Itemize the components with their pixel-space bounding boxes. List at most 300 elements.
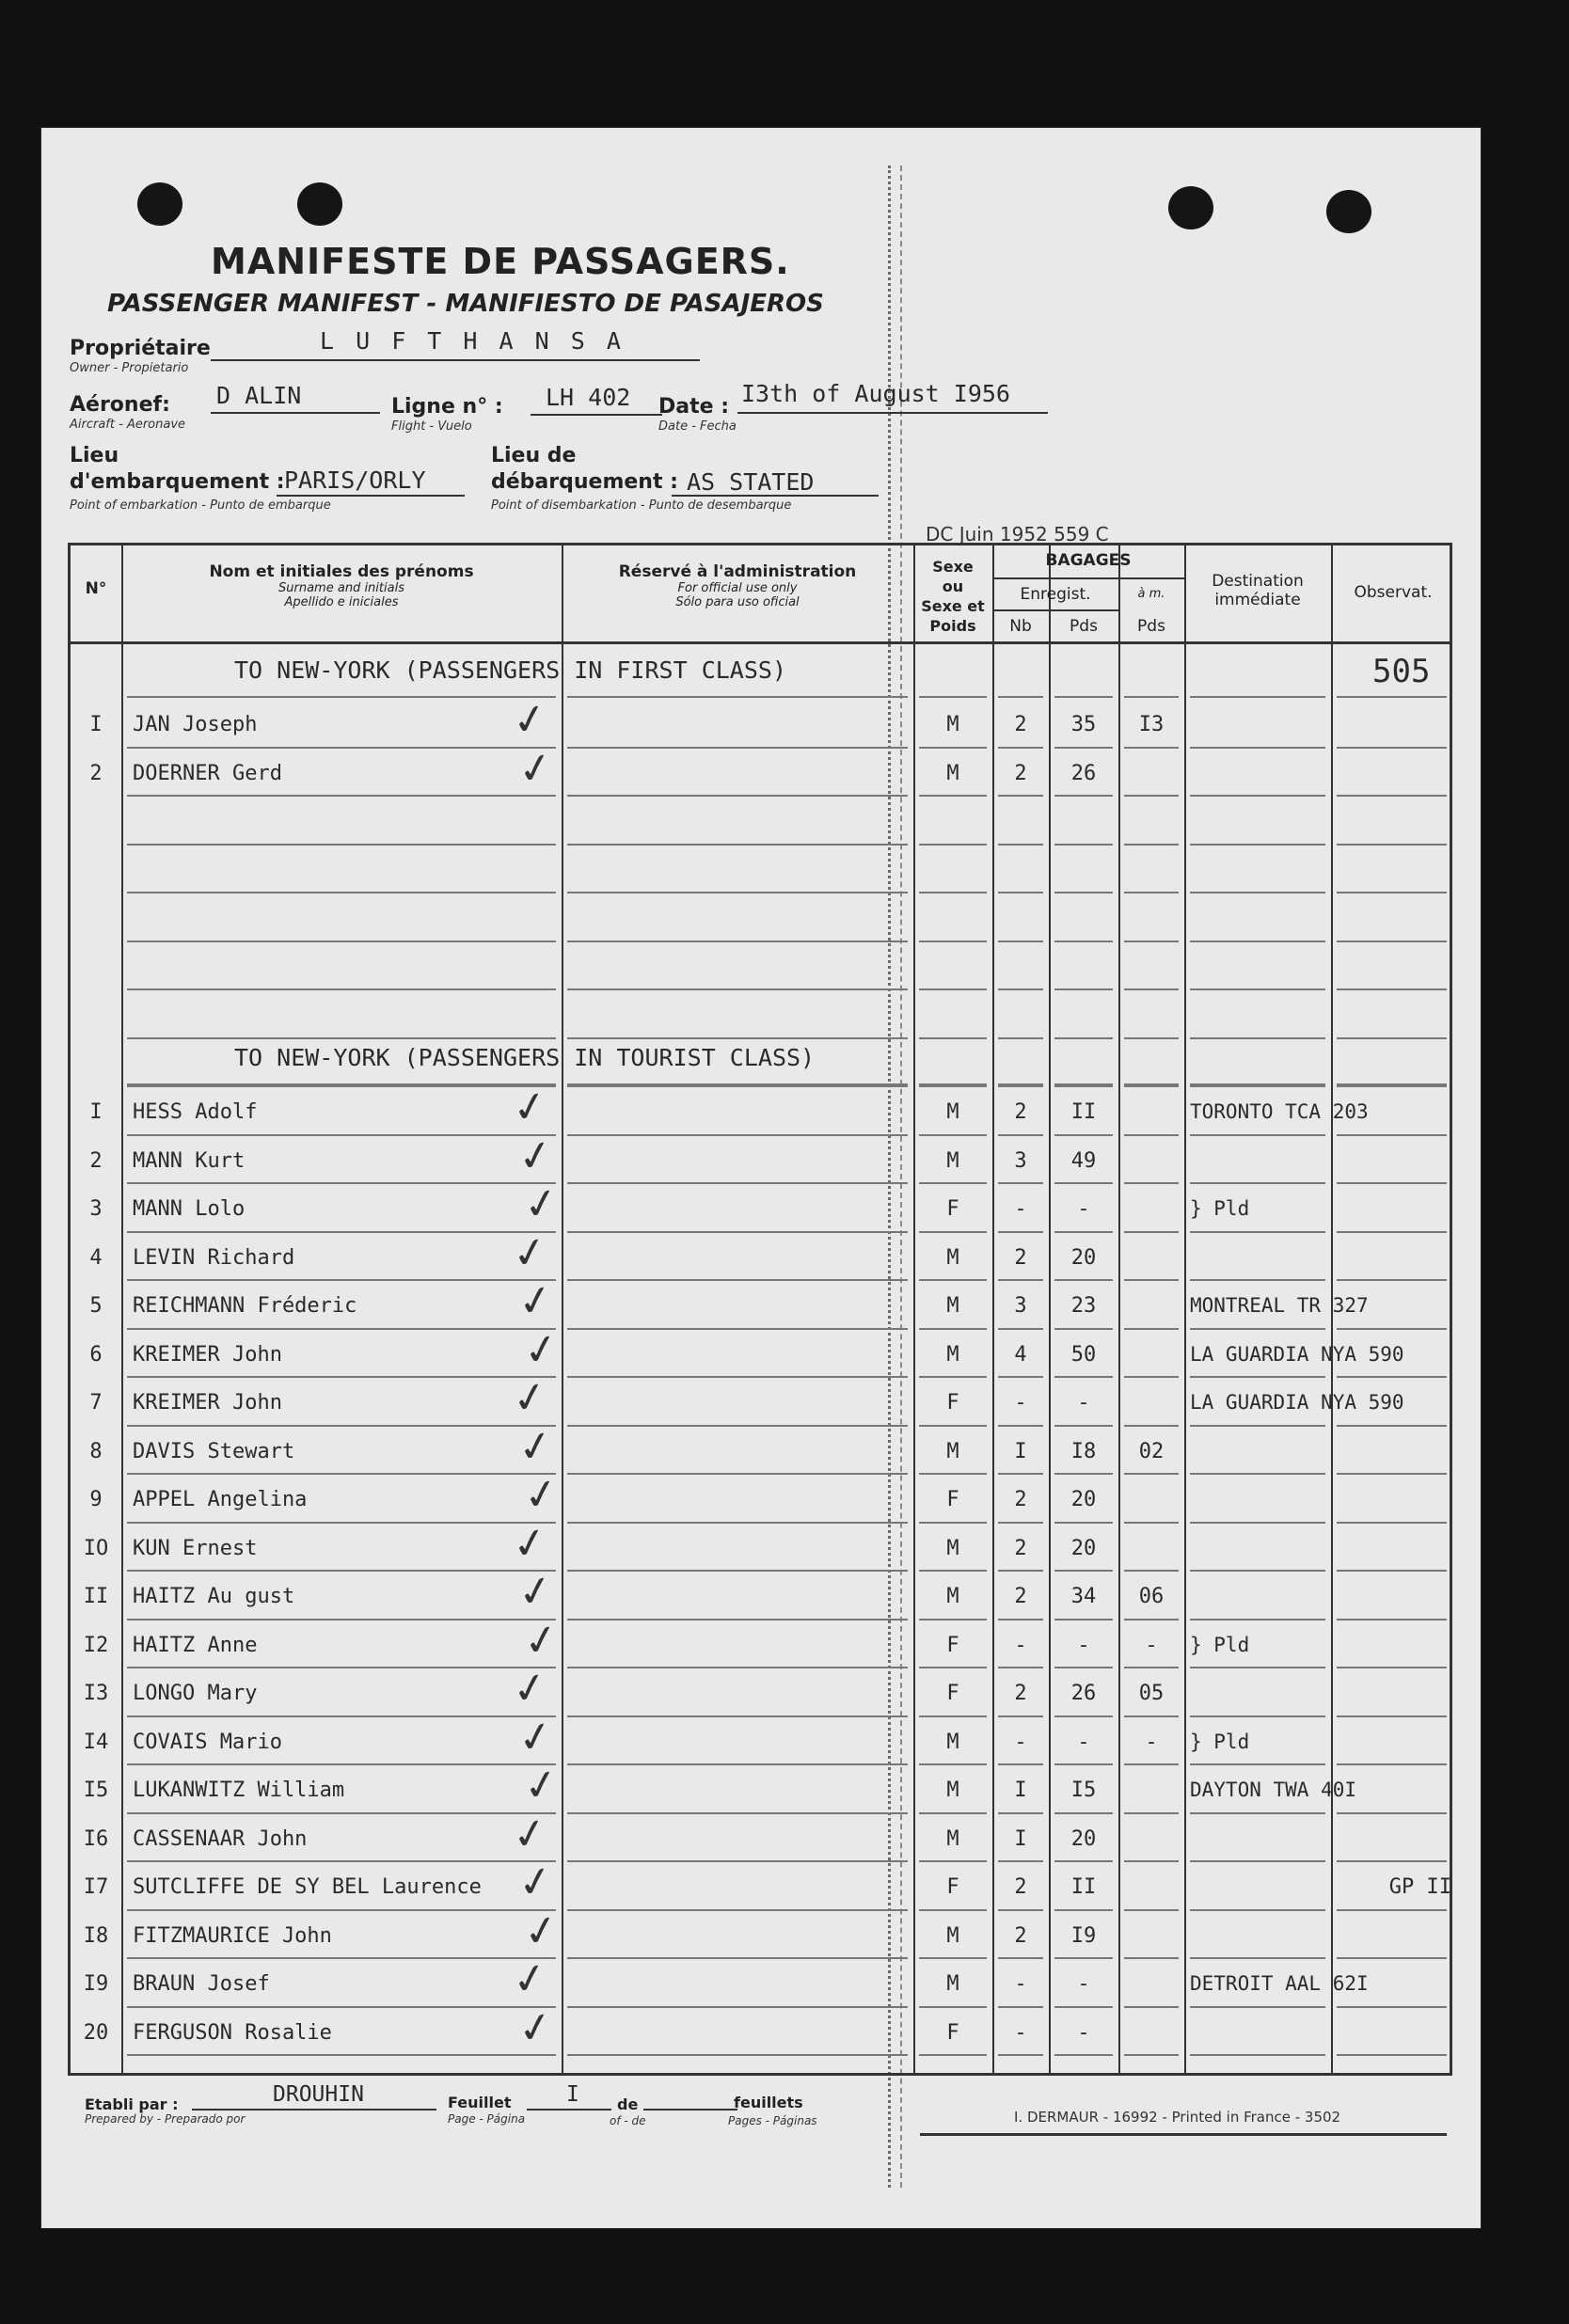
passenger-sex: M [946, 1779, 959, 1802]
row-rule [127, 844, 556, 846]
col-divider [1184, 545, 1186, 2073]
sheet-underline [527, 2109, 611, 2111]
baggage-weight: I8 [1070, 1439, 1097, 1463]
passenger-sex: M [946, 713, 959, 736]
row-rule [567, 696, 908, 698]
passenger-name: REICHMANN Fréderic [133, 1294, 357, 1318]
row-rule [998, 1763, 1043, 1765]
date-value: I3th of August I956 [741, 380, 1010, 407]
aircraft-label: Aéronef: [70, 393, 170, 417]
row-rule [1337, 1279, 1447, 1281]
row-rule [919, 1328, 987, 1330]
baggage-count: - [1014, 1391, 1027, 1415]
passenger-name: LEVIN Richard [133, 1245, 295, 1270]
admin-check-mark: ✓ [508, 1807, 552, 1861]
row-number: I2 [83, 1633, 109, 1657]
row-rule [1054, 1812, 1113, 1814]
row-rule [998, 696, 1043, 698]
passenger-sex: M [946, 1923, 959, 1948]
row-rule [919, 1715, 987, 1717]
row-rule [919, 1812, 987, 1814]
row-rule [1054, 1619, 1113, 1620]
row-rule [919, 1425, 987, 1427]
admin-check-mark: ✓ [519, 1322, 563, 1377]
row-rule [1054, 1763, 1113, 1765]
row-rule [998, 1425, 1043, 1427]
row-rule [567, 2006, 908, 2008]
row-rule [1054, 696, 1113, 698]
row-rule [1190, 1134, 1325, 1136]
row-rule [1054, 988, 1113, 990]
row-rule [998, 2006, 1043, 2008]
row-rule [1337, 1957, 1447, 1959]
baggage-count: - [1014, 1197, 1027, 1221]
row-rule [919, 844, 987, 846]
manifest-subtitle: PASSENGER MANIFEST - MANIFIESTO DE PASAJEROS [107, 290, 824, 318]
row-rule [567, 1522, 908, 1524]
baggage-count: 4 [1014, 1342, 1027, 1367]
immediate-destination: LA GUARDIA NYA 590 [1190, 1391, 1404, 1414]
punch-hole [1168, 186, 1213, 229]
col-no-header: N° [85, 579, 107, 598]
row-rule [998, 941, 1043, 942]
row-number: 7 [89, 1391, 103, 1415]
row-rule [998, 1909, 1043, 1911]
row-rule [1337, 844, 1447, 846]
col-name-header: Nom et initiales des prénoms [209, 562, 474, 581]
row-rule [919, 1619, 987, 1620]
row-rule [1124, 2006, 1179, 2008]
row-number: 6 [89, 1342, 103, 1367]
row-rule [1337, 1812, 1447, 1814]
row-rule [1190, 1909, 1325, 1911]
row-rule [127, 747, 556, 749]
sheet-label: Feuillet [448, 2094, 512, 2111]
row-rule [1337, 892, 1447, 893]
row-rule [567, 1860, 908, 1862]
row-rule [1190, 1328, 1325, 1330]
row-rule [1124, 1909, 1179, 1911]
row-rule [1054, 1957, 1113, 1959]
row-rule [1337, 747, 1447, 749]
row-rule [127, 1619, 556, 1620]
hand-baggage-weight: 02 [1138, 1439, 1165, 1463]
row-rule [1190, 1715, 1325, 1717]
row-rule [1337, 1376, 1447, 1378]
row-rule [1124, 988, 1179, 990]
prepared-sublabel: Prepared by - Preparado por [85, 2112, 246, 2126]
row-rule [1124, 1715, 1179, 1717]
stamp-number: 505 [1372, 653, 1431, 690]
row-rule [1124, 1231, 1179, 1233]
row-rule [127, 1279, 556, 1281]
sheet-sublabel: Page - Página [448, 2112, 526, 2126]
passenger-sex: M [946, 1148, 959, 1173]
row-rule [1190, 1860, 1325, 1862]
row-rule [998, 1812, 1043, 1814]
row-rule [1190, 2054, 1325, 2056]
row-rule [1054, 1425, 1113, 1427]
row-rule [919, 1957, 987, 1959]
row-rule [567, 1328, 908, 1330]
passenger-sex: M [946, 1100, 959, 1124]
row-rule [127, 2006, 556, 2008]
passenger-sex: M [946, 1439, 959, 1463]
immediate-destination: } Pld [1190, 1633, 1250, 1656]
row-rule [1124, 1763, 1179, 1765]
row-rule [1054, 1570, 1113, 1572]
row-rule [1124, 1182, 1179, 1184]
immediate-destination: } Pld [1190, 1730, 1250, 1753]
of-underline [643, 2109, 737, 2111]
row-rule [998, 844, 1043, 846]
baggage-count: 2 [1014, 761, 1027, 785]
row-rule [567, 1376, 908, 1378]
row-rule [919, 1085, 987, 1087]
col-name-sub1: Surname and initials [278, 581, 404, 595]
passenger-name: MANN Lolo [133, 1197, 246, 1221]
prepared-underline [192, 2109, 436, 2111]
baggage-weight: I5 [1070, 1779, 1097, 1802]
row-rule [1124, 1473, 1179, 1475]
row-rule [1124, 1037, 1179, 1039]
row-rule [1124, 1570, 1179, 1572]
row-rule [998, 1860, 1043, 1862]
row-rule [1337, 1860, 1447, 1862]
row-rule [919, 1473, 987, 1475]
row-rule [1190, 941, 1325, 942]
admin-check-mark: ✓ [514, 1274, 558, 1328]
passenger-sex: M [946, 1585, 959, 1608]
aircraft-value: D ALIN [216, 382, 302, 409]
aircraft-underline [211, 412, 380, 414]
passenger-name: KUN Ernest [133, 1536, 258, 1560]
row-rule [1054, 795, 1113, 797]
row-number: 2 [89, 761, 103, 785]
passenger-sex: F [946, 1633, 959, 1657]
passenger-name: HAITZ Au gust [133, 1585, 295, 1608]
admin-check-mark: ✓ [514, 1129, 558, 1183]
footer-rule [920, 2133, 1447, 2136]
col-admin-sub2: Sólo para uso oficial [675, 595, 800, 609]
sheet-value: I [566, 2082, 579, 2107]
row-number: II [83, 1585, 109, 1608]
col-dest-header-2: immédiate [1214, 591, 1301, 609]
passenger-table [68, 543, 1452, 2076]
hand-baggage-weight: I3 [1138, 713, 1165, 736]
hand-baggage-weight: 06 [1138, 1585, 1165, 1608]
manifest-title: MANIFESTE DE PASSAGERS. [211, 241, 790, 282]
row-rule [1054, 1279, 1113, 1281]
row-number: IO [83, 1536, 109, 1560]
baggage-weight: 34 [1070, 1585, 1097, 1608]
row-rule [567, 1425, 908, 1427]
row-rule [1124, 1619, 1179, 1620]
row-rule [1337, 1522, 1447, 1524]
col-pds-header: Pds [1070, 617, 1098, 636]
row-rule [919, 1182, 987, 1184]
date-label: Date : [658, 395, 730, 419]
col-pds2-header: Pds [1137, 617, 1165, 636]
baggage-count: 2 [1014, 713, 1027, 736]
row-number: 20 [83, 2020, 109, 2045]
admin-check-mark: ✓ [519, 1904, 563, 1958]
row-rule [1337, 1473, 1447, 1475]
row-rule [567, 1619, 908, 1620]
row-rule [1054, 1328, 1113, 1330]
row-rule [127, 892, 556, 893]
admin-check-mark: ✓ [508, 1516, 552, 1571]
row-rule [1337, 1619, 1447, 1620]
baggage-count: 2 [1014, 1488, 1027, 1511]
row-rule [567, 1134, 908, 1136]
baggage-count: - [1014, 1730, 1027, 1754]
row-rule [1054, 2054, 1113, 2056]
row-rule [127, 1231, 556, 1233]
row-number: I [89, 713, 103, 736]
row-rule [1337, 941, 1447, 942]
row-rule [1190, 892, 1325, 893]
row-number: I [89, 1100, 103, 1124]
row-rule [127, 1037, 556, 1039]
row-rule [567, 1279, 908, 1281]
passenger-sex: M [946, 1294, 959, 1318]
of-label: de [617, 2095, 639, 2113]
row-rule [1190, 1763, 1325, 1765]
col-divider [1118, 545, 1120, 2073]
row-rule [567, 892, 908, 893]
row-rule [998, 1619, 1043, 1620]
col-sex-2: ou [942, 577, 964, 595]
row-rule [1337, 795, 1447, 797]
owner-label: Propriétaire [70, 337, 211, 360]
passenger-sex: F [946, 1682, 959, 1705]
row-rule [1124, 2054, 1179, 2056]
row-rule [1190, 696, 1325, 698]
baggage-weight: 26 [1070, 761, 1097, 785]
row-rule [567, 1085, 908, 1087]
row-rule [1337, 1134, 1447, 1136]
baggage-weight: II [1070, 1100, 1097, 1124]
passenger-name: SUTCLIFFE DE SY BEL Laurence [133, 1875, 482, 1899]
passenger-name: HESS Adolf [133, 1100, 258, 1124]
flight-sublabel: Flight - Vuelo [391, 419, 472, 434]
row-rule [998, 795, 1043, 797]
row-rule [567, 1715, 908, 1717]
row-rule [1190, 1425, 1325, 1427]
row-rule [567, 1231, 908, 1233]
immediate-destination: MONTREAL TR 327 [1190, 1294, 1369, 1317]
row-rule [1054, 747, 1113, 749]
disembark-value: AS STATED [687, 468, 815, 496]
col-divider [562, 545, 563, 2073]
baggage-weight: 35 [1070, 713, 1097, 736]
row-rule [567, 1037, 908, 1039]
row-rule [567, 747, 908, 749]
row-rule [127, 941, 556, 942]
row-rule [127, 1425, 556, 1427]
col-observ-header: Observat. [1354, 583, 1433, 602]
flight-underline [531, 414, 662, 416]
admin-check-mark: ✓ [508, 1952, 552, 2006]
enregist-divider [992, 609, 1118, 611]
disembark-label-1: Lieu de [491, 444, 577, 467]
row-rule [1337, 2006, 1447, 2008]
row-rule [919, 1279, 987, 1281]
row-rule [1190, 2006, 1325, 2008]
row-rule [127, 1522, 556, 1524]
row-rule [1054, 1860, 1113, 1862]
baggage-weight: - [1077, 1391, 1090, 1415]
row-rule [1190, 795, 1325, 797]
bagages-divider [992, 577, 1184, 579]
flight-label: Ligne n° : [391, 395, 503, 419]
row-rule [919, 1231, 987, 1233]
row-rule [1054, 1037, 1113, 1039]
row-rule [1124, 1667, 1179, 1668]
passenger-name: DAVIS Stewart [133, 1439, 295, 1463]
passenger-name: LONGO Mary [133, 1682, 258, 1705]
row-rule [127, 1134, 556, 1136]
punch-hole [297, 182, 342, 226]
row-rule [127, 1812, 556, 1814]
row-number: I8 [83, 1923, 109, 1948]
passenger-name: HAITZ Anne [133, 1633, 258, 1657]
row-rule [1190, 844, 1325, 846]
row-rule [919, 1763, 987, 1765]
row-rule [1337, 1715, 1447, 1717]
header-divider [71, 641, 1450, 644]
row-rule [919, 1037, 987, 1039]
immediate-destination: TORONTO TCA 203 [1190, 1100, 1369, 1123]
row-rule [998, 892, 1043, 893]
row-rule [1190, 1473, 1325, 1475]
row-rule [567, 1473, 908, 1475]
row-rule [567, 1182, 908, 1184]
admin-check-mark: ✓ [514, 1710, 558, 1764]
passenger-name: MANN Kurt [133, 1148, 246, 1173]
baggage-count: I [1014, 1779, 1027, 1802]
of-sublabel: of - de [610, 2114, 646, 2127]
row-rule [567, 1667, 908, 1668]
sheets-label: feuillets [734, 2094, 803, 2111]
embark-sublabel: Point of embarkation - Punto de embarque [70, 498, 331, 513]
row-rule [1124, 1860, 1179, 1862]
row-rule [1124, 747, 1179, 749]
row-rule [1337, 696, 1447, 698]
row-number: I4 [83, 1730, 109, 1754]
row-rule [919, 1570, 987, 1572]
baggage-weight: 20 [1070, 1488, 1097, 1511]
row-rule [567, 2054, 908, 2056]
passenger-sex: M [946, 1826, 959, 1851]
row-number: I9 [83, 1972, 109, 1996]
row-rule [1124, 1376, 1179, 1378]
row-rule [1190, 1619, 1325, 1620]
prepared-value: DROUHIN [273, 2082, 364, 2107]
form-reference: DC Juin 1952 559 C [926, 523, 1109, 545]
row-rule [127, 1909, 556, 1911]
row-number: I5 [83, 1779, 109, 1802]
row-rule [1054, 1667, 1113, 1668]
row-rule [1337, 1425, 1447, 1427]
observation: GP II [1388, 1875, 1451, 1899]
row-rule [567, 941, 908, 942]
embark-underline [277, 495, 465, 497]
row-rule [127, 1715, 556, 1717]
baggage-weight: 26 [1070, 1682, 1097, 1705]
passenger-name: FERGUSON Rosalie [133, 2020, 332, 2045]
row-rule [127, 2054, 556, 2056]
baggage-count: 2 [1014, 1923, 1027, 1948]
row-rule [1190, 1182, 1325, 1184]
baggage-weight: 20 [1070, 1536, 1097, 1560]
row-rule [1054, 941, 1113, 942]
row-rule [567, 1909, 908, 1911]
row-rule [1054, 1473, 1113, 1475]
col-nb-header: Nb [1009, 617, 1032, 636]
row-rule [1337, 1231, 1447, 1233]
passenger-sex: M [946, 761, 959, 785]
row-rule [127, 1328, 556, 1330]
row-rule [919, 1667, 987, 1668]
immediate-destination: DAYTON TWA 40I [1190, 1779, 1357, 1801]
admin-check-mark: ✓ [519, 1178, 563, 1231]
row-rule [919, 1522, 987, 1524]
baggage-count: 2 [1014, 1245, 1027, 1270]
row-rule [1054, 1909, 1113, 1911]
row-rule [1124, 1812, 1179, 1814]
row-rule [1190, 1085, 1325, 1087]
baggage-count: 3 [1014, 1148, 1027, 1173]
row-rule [567, 1570, 908, 1572]
section-tourist-class: TO NEW-YORK (PASSENGERS IN TOURIST CLASS) [234, 1044, 816, 1071]
disembark-label-2: débarquement : [491, 470, 678, 494]
passenger-sex: F [946, 1488, 959, 1511]
row-rule [1054, 1715, 1113, 1717]
baggage-count: - [1014, 1633, 1027, 1657]
row-rule [1190, 1957, 1325, 1959]
baggage-weight: 20 [1070, 1826, 1097, 1851]
embark-value: PARIS/ORLY [284, 466, 426, 494]
row-rule [1337, 1085, 1447, 1087]
row-rule [1337, 2054, 1447, 2056]
row-rule [998, 1473, 1043, 1475]
passenger-name: KREIMER John [133, 1391, 282, 1415]
row-number: 4 [89, 1245, 103, 1270]
row-number: I7 [83, 1875, 109, 1899]
row-rule [1054, 1182, 1113, 1184]
row-rule [567, 1957, 908, 1959]
baggage-count: - [1014, 2020, 1027, 2045]
passenger-name: APPEL Angelina [133, 1488, 308, 1511]
row-rule [998, 1279, 1043, 1281]
passenger-name: KREIMER John [133, 1342, 282, 1367]
row-rule [1337, 988, 1447, 990]
row-rule [127, 1957, 556, 1959]
passenger-sex: M [946, 1730, 959, 1754]
row-rule [998, 1715, 1043, 1717]
row-rule [1190, 1231, 1325, 1233]
row-rule [919, 1376, 987, 1378]
section-first-class: TO NEW-YORK (PASSENGERS IN FIRST CLASS) [234, 656, 786, 684]
passenger-name: BRAUN Josef [133, 1972, 270, 1996]
disembark-sublabel: Point of disembarkation - Punto de desembarque [491, 498, 792, 513]
baggage-weight: 50 [1070, 1342, 1097, 1367]
row-rule [567, 988, 908, 990]
row-number: 5 [89, 1294, 103, 1318]
row-rule [1190, 1279, 1325, 1281]
